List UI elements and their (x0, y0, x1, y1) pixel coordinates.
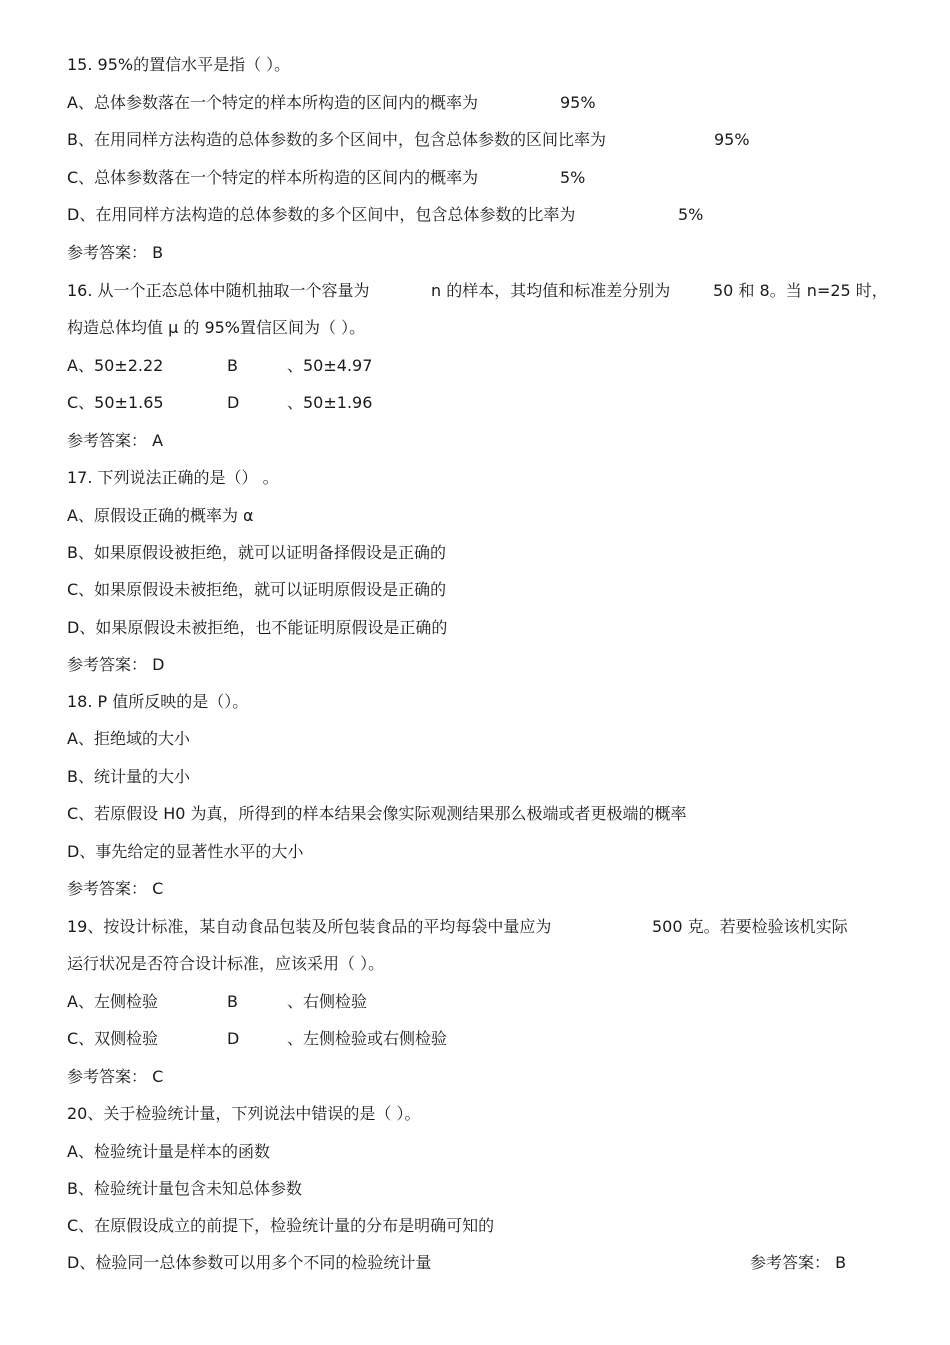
q15-option-c (67, 166, 585, 190)
option-text: B、在用同样方法构造的总体参数的多个区间中，包含总体参数的区间比率为 (67, 130, 606, 149)
q15-option-a (67, 91, 596, 115)
option-value: 95% (560, 93, 596, 112)
q20-answer: 参考答案： B (750, 1253, 847, 1272)
q16-answer: 参考答案： A (67, 431, 164, 450)
q17-option-c: C、如果原假设未被拒绝，就可以证明原假设是正确的 (67, 580, 447, 599)
option-text: D、在用同样方法构造的总体参数的多个区间中，包含总体参数的比率为 (67, 205, 576, 224)
option-text: A、总体参数落在一个特定的样本所构造的区间内的概率为 (67, 93, 478, 112)
q19-options-cd (67, 1027, 447, 1051)
q15-answer: 参考答案： B (67, 243, 164, 262)
option-value: 5% (678, 205, 704, 224)
option-d-letter: D (227, 393, 240, 412)
q17-answer: 参考答案： D (67, 655, 165, 674)
q16-stem-line1: 16. 从一个正态总体中随机抽取一个容量为 n 的样本，其均值和标准差分别为 50 和 8。当 n=25 时， (67, 281, 888, 300)
q20-option-d: D、检验同一总体参数可以用多个不同的检验统计量 (67, 1253, 432, 1272)
q15-option-b (67, 128, 750, 152)
option-d: 、50±1.96 (287, 393, 373, 412)
q20-option-b: B、检验统计量包含未知总体参数 (67, 1179, 302, 1198)
q20-option-c: C、在原假设成立的前提下，检验统计量的分布是明确可知的 (67, 1216, 495, 1235)
option-b-letter: B (227, 356, 238, 375)
q19-stem-line2: 运行状况是否符合设计标准，应该采用（ ）。 (67, 954, 385, 973)
option-a: A、左侧检验 (67, 992, 158, 1011)
q16-options-cd (67, 391, 372, 415)
option-d-letter: D (227, 1029, 240, 1048)
option-d: 、左侧检验或右侧检验 (287, 1029, 448, 1048)
q18-stem: 18. P 值所反映的是（）。 (67, 692, 249, 711)
option-value: 95% (714, 130, 750, 149)
q20-option-a: A、检验统计量是样本的函数 (67, 1142, 270, 1161)
option-a: A、50±2.22 (67, 356, 164, 375)
option-b: 、50±4.97 (287, 356, 373, 375)
option-c: C、双侧检验 (67, 1029, 159, 1048)
option-b-letter: B (227, 992, 238, 1011)
q17-option-b: B、如果原假设被拒绝，就可以证明备择假设是正确的 (67, 543, 446, 562)
q18-answer: 参考答案： C (67, 879, 164, 898)
option-value: 5% (560, 168, 586, 187)
q17-option-d: D、如果原假设未被拒绝，也不能证明原假设是正确的 (67, 618, 448, 637)
q15-option-d (67, 203, 703, 227)
option-text: C、总体参数落在一个特定的样本所构造的区间内的概率为 (67, 168, 479, 187)
q18-option-c: C、若原假设 H0 为真，所得到的样本结果会像实际观测结果那么极端或者更极端的概率 (67, 804, 687, 823)
q18-option-d: D、事先给定的显著性水平的大小 (67, 842, 304, 861)
option-c: C、50±1.65 (67, 393, 164, 412)
q16-stem-line2: 构造总体均值 μ 的 95%置信区间为（ ）。 (67, 318, 366, 337)
q18-option-b: B、统计量的大小 (67, 767, 190, 786)
q15-stem: 15. 95%的置信水平是指（ ）。 (67, 55, 291, 74)
q17-option-a: A、原假设正确的概率为 α (67, 506, 254, 525)
q19-stem-line1: 19、按设计标准，某自动食品包装及所包装食品的平均每袋中量应为 500 克。若要检验该机实际 (67, 917, 848, 936)
q19-answer: 参考答案： C (67, 1067, 164, 1086)
option-b: 、右侧检验 (287, 992, 368, 1011)
q17-stem: 17. 下列说法正确的是（） 。 (67, 468, 279, 487)
q19-options-ab (67, 990, 367, 1014)
q20-stem: 20、关于检验统计量，下列说法中错误的是（ ）。 (67, 1104, 421, 1123)
q16-options-ab (67, 354, 372, 378)
q18-option-a: A、拒绝域的大小 (67, 729, 190, 748)
